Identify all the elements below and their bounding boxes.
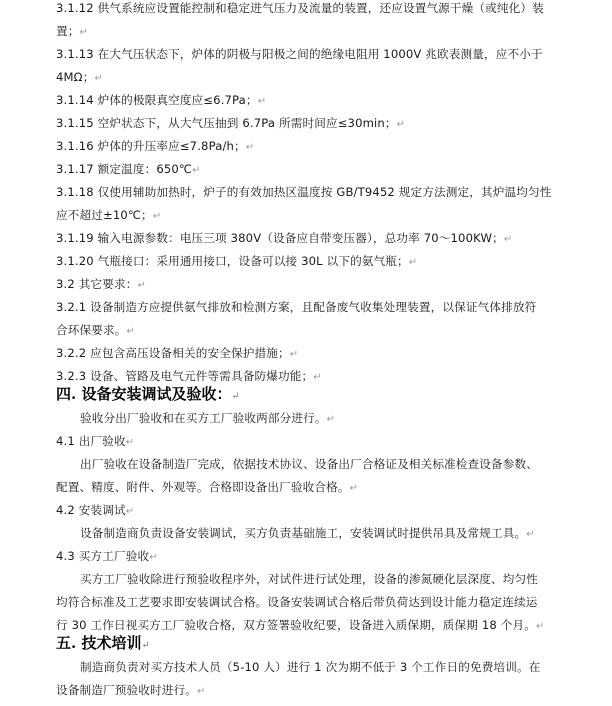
section-heading-4: 四. 设备安装调试及验收：↵	[56, 385, 240, 403]
line-3-1-16: 3.1.16 炉体的升压率应≤7.8Pa/h；↵	[56, 139, 255, 153]
line-4-intro: 验收分出厂验收和在买方工厂验收两部分进行。↵	[80, 411, 336, 425]
section-heading-5: 五. 技术培训↵	[56, 634, 150, 652]
line-3-2-1-cont: 合环保要求。↵	[56, 323, 135, 337]
line-3-1-20: 3.1.20 气瓶接口：采用通用接口，设备可以接 30L 以下的氨气瓶；↵	[56, 254, 418, 268]
paragraph-mark: ↵	[125, 506, 135, 517]
line-3-1-18-cont: 应不超过±10℃；↵	[56, 208, 162, 222]
paragraph-mark: ↵	[79, 27, 89, 38]
line-3-1-17: 3.1.17 额定温度：650℃↵	[56, 162, 201, 176]
line-4-3-body-cont-2: 行 30 工作日视买方工厂验收合格，双方签署验收纪要，设备进入质保期，质保期 18 个月。↵	[56, 618, 545, 632]
paragraph-mark: ↵	[245, 142, 255, 153]
line-3-2: 3.2 其它要求：↵	[56, 277, 146, 291]
line-5-body-cont: 设备制造厂预验收时进行。↵	[56, 683, 206, 697]
line-4-1: 4.1 出厂验收↵	[56, 434, 135, 448]
paragraph-mark: ↵	[408, 257, 418, 268]
paragraph-mark: ↵	[535, 621, 545, 632]
paragraph-mark: ↵	[396, 119, 406, 130]
line-4-1-body: 出厂验收在设备制造厂完成，依据技术协议、设备出厂合格证及相关标准检查设备参数、	[80, 457, 539, 471]
paragraph-mark: ↵	[503, 234, 513, 245]
line-3-1-12-cont: 置；↵	[56, 24, 89, 38]
line-4-3-body: 买方工厂验收除进行预验收程序外，对试件进行试处理，设备的渗氮硬化层深度、均匀性	[80, 572, 539, 586]
line-3-1-18: 3.1.18 仅使用辅助加热时，炉子的有效加热区温度按 GB/T9452 规定方法测定，其炉温均匀性	[56, 185, 552, 199]
paragraph-mark: ↵	[196, 686, 206, 697]
paragraph-mark: ↵	[137, 280, 146, 291]
line-4-3: 4.3 买方工厂验收↵	[56, 549, 158, 563]
paragraph-mark: ↵	[192, 165, 201, 176]
line-3-1-14: 3.1.14 炉体的极限真空度应≤6.7Pa；↵	[56, 93, 267, 107]
line-4-2-body: 设备制造商负责设备安装调试，买方负责基础施工，安装调试时提供吊具及常规工具。↵	[80, 526, 535, 540]
line-3-1-15: 3.1.15 空炉状态下，从大气压抽到 6.7Pa 所需时间应≤30min；↵	[56, 116, 406, 130]
paragraph-mark: ↵	[289, 349, 299, 360]
line-4-1-body-cont: 配置、精度、附件、外观等。合格即设备出厂验收合格。↵	[56, 480, 359, 494]
line-4-3-body-cont-1: 均符合标准及工艺要求即安装调试合格。设备安装调试合格后带负荷达到设计能力稳定连续运	[56, 595, 538, 609]
line-5-body: 制造商负责对买方技术人员（5-10 人）进行 1 次为期不低于 3 个工作日的免费培训。在	[80, 660, 541, 674]
line-3-2-2: 3.2.2 应包含高压设备相关的安全保护措施；↵	[56, 346, 299, 360]
paragraph-mark: ↵	[349, 483, 359, 494]
paragraph-mark: ↵	[326, 414, 336, 425]
paragraph-mark: ↵	[152, 211, 162, 222]
paragraph-mark: ↵	[126, 326, 135, 337]
line-3-1-19: 3.1.19 输入电源参数：电压三项 380V（设备应自带变压器），总功率 70～100KW；↵	[56, 231, 513, 245]
paragraph-mark: ↵	[141, 640, 150, 651]
paragraph-mark: ↵	[125, 437, 135, 448]
paragraph-mark: ↵	[257, 96, 267, 107]
line-3-2-3: 3.2.3 设备、管路及电气元件等需具备防爆功能；↵	[56, 369, 322, 383]
paragraph-mark: ↵	[231, 391, 240, 402]
line-3-2-1: 3.2.1 设备制造方应提供氨气排放和检测方案，且配备废气收集处理装置，以保证气体排放符	[56, 300, 537, 314]
line-3-1-12: 3.1.12 供气系统应设置能控制和稳定进气压力及流量的装置，还应设置气源干燥（或纯化）装	[56, 1, 544, 15]
line-3-1-13: 3.1.13 在大气压状态下，炉体的阴极与阳极之间的绝缘电阻用 1000V 兆欧表测量，应不小于	[56, 47, 543, 61]
paragraph-mark: ↵	[526, 529, 535, 540]
paragraph-mark: ↵	[94, 73, 103, 84]
line-4-2: 4.2 安装调试↵	[56, 503, 135, 517]
paragraph-mark: ↵	[149, 552, 158, 563]
paragraph-mark: ↵	[313, 372, 322, 383]
line-3-1-13-cont: 4MΩ；↵	[56, 70, 103, 84]
